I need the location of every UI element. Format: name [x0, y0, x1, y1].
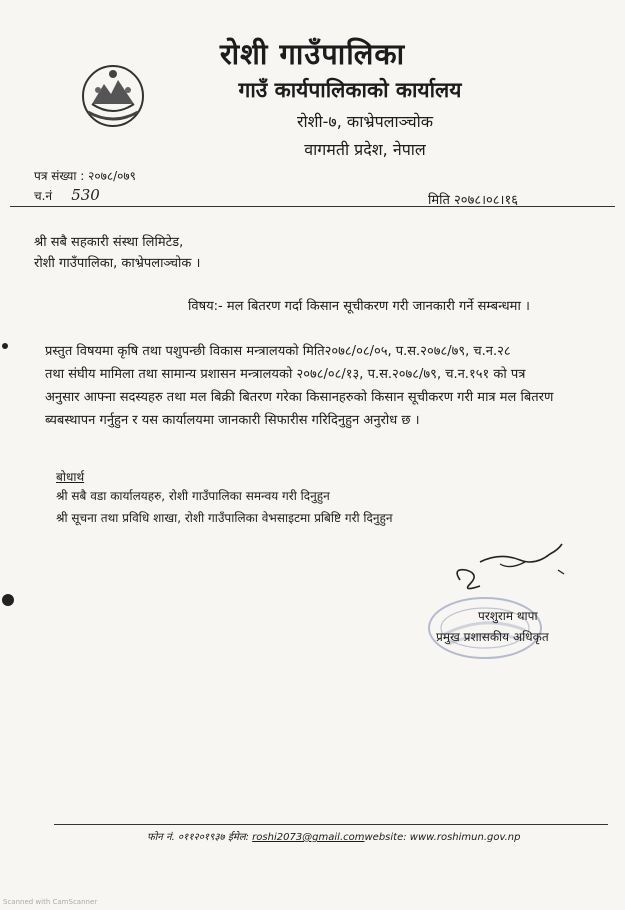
margin-dot — [2, 343, 8, 349]
body-line-4: ब्यबस्थापन गर्नुहुन र यस कार्यालयमा जानकारी सिफारीस गरिदिनुहुन अनुरोध छ । — [45, 413, 420, 428]
office-title: गाउँ कार्यपालिकाको कार्यालय — [238, 78, 462, 102]
letter-date: मिति २०७८।०८।१६ — [428, 193, 518, 208]
dispatch-value: 530 — [71, 186, 100, 204]
dispatch-number — [34, 186, 100, 204]
letter-subject: विषय:- मल बितरण गर्दा किसान सूचीकरण गरी जानकारी गर्ने सम्बन्धमा । — [188, 299, 530, 314]
margin-punch-mark — [2, 594, 14, 606]
footer-phone: फोन नं. ०११२०१९३७ — [147, 832, 225, 843]
office-address: रोशी-७, काभ्रेपलाञ्चोक — [296, 112, 434, 131]
letter-body — [45, 340, 580, 432]
cc-line-1: श्री सबै वडा कार्यालयहरु, रोशी गाउँपालिका समन्वय गरी दिनुहुन — [56, 489, 330, 503]
cc-line-2: श्री सूचना तथा प्रविधि शाखा, रोशी गाउँपालिका वेभसाइटमा प्रबिष्टि गरी दिनुहुन — [56, 511, 393, 525]
province-line: वागमती प्रदेश, नेपाल — [304, 140, 426, 159]
footer-contact — [147, 829, 520, 843]
letter-number: पत्र संख्या : २०७८/०७९ — [34, 169, 136, 183]
scan-watermark: Scanned with CamScanner — [3, 898, 98, 906]
footer-email[interactable]: roshi2073@gmail.com — [252, 832, 365, 843]
header-divider — [10, 206, 615, 207]
recipient-line-2: रोशी गाउँपालिका, काभ्रेपलाञ्चोक । — [34, 256, 201, 271]
municipality-title: रोशी गाउँपालिका — [219, 37, 406, 71]
body-line-3: अनुसार आफ्ना सदस्यहरु तथा मल बिक्री बितरण गरेका किसानहरुको किसान सूचीकरण गरी मात्र मल बितरण — [45, 390, 554, 405]
signatory-name: परशुराम थापा — [478, 609, 538, 623]
recipient-line-1: श्री सबै सहकारी संस्था लिमिटेड, — [34, 235, 184, 250]
body-line-1: प्रस्तुत विषयमा कृषि तथा पशुपन्छी विकास मन्त्रालयको मिति२०७८/०८/०५, प.स.२०७८/७९, च.न.२८ — [45, 344, 511, 359]
body-line-2: तथा संघीय मामिला तथा सामान्य प्रशासन मन्त्रालयको २०७८/०८/१३, प.स.२०७८/७९, च.न.१५१ को पत्र — [45, 367, 526, 382]
footer-website[interactable]: website: www.roshimun.gov.np — [364, 832, 521, 843]
cc-heading: बोधार्थ — [56, 470, 85, 484]
footer-email-label: ईमेल: — [227, 832, 249, 843]
footer-divider — [54, 824, 608, 825]
signatory-position: प्रमुख प्रशासकीय अधिकृत — [436, 630, 549, 644]
dispatch-label: च.नं — [34, 189, 53, 203]
